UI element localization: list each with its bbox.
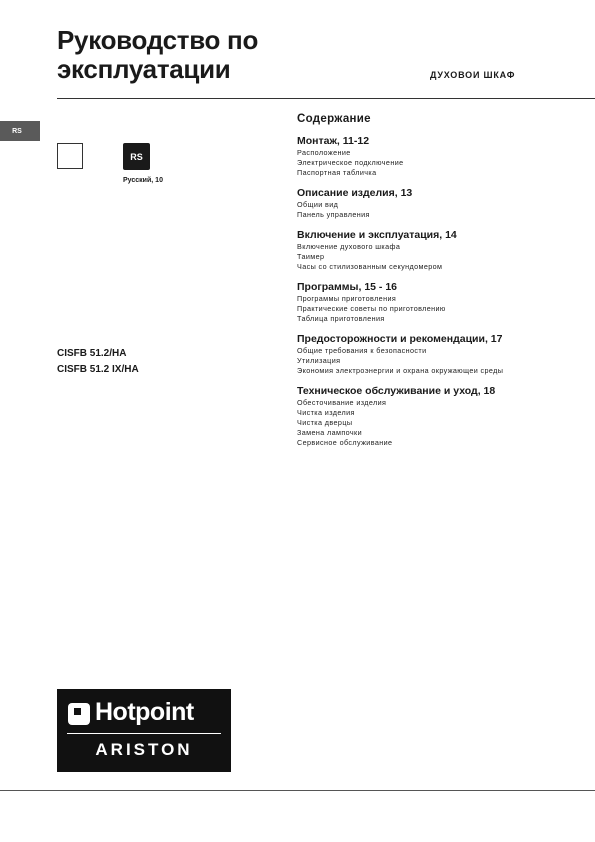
language-box-rs[interactable]: RS xyxy=(123,143,150,170)
logo-brand-text: Hotpoint xyxy=(95,698,194,726)
toc-section-title[interactable]: Монтаж, 11-12 xyxy=(297,135,370,147)
toc-section-title[interactable]: Программы, 15 - 16 xyxy=(297,281,398,293)
logo-divider xyxy=(67,733,221,734)
toc-heading: Содержание xyxy=(297,113,371,125)
toc-item[interactable]: Экономия электроэнергии и охрана окружающеи среды xyxy=(297,366,504,375)
header-divider xyxy=(57,98,595,99)
toc-item[interactable]: Программы приготовления xyxy=(297,294,397,303)
hotpoint-mark-icon xyxy=(68,703,90,725)
toc-section xyxy=(297,385,587,448)
toc-item[interactable]: Электрическое подключение xyxy=(297,158,404,167)
title-line-1: Руководство по xyxy=(57,25,259,55)
toc-item[interactable]: Таимер xyxy=(297,252,325,261)
toc-section xyxy=(297,135,587,178)
toc-item[interactable]: Обесточивание изделия xyxy=(297,398,387,407)
language-box-empty xyxy=(57,143,83,169)
footer-divider xyxy=(0,790,595,791)
toc-item[interactable]: Общии вид xyxy=(297,200,339,209)
toc-item[interactable]: Часы со стилизованным секундомером xyxy=(297,262,443,271)
toc-section xyxy=(297,187,587,220)
toc-section xyxy=(297,229,587,272)
language-side-tab: RS xyxy=(0,121,40,141)
toc-item[interactable]: Панель управления xyxy=(297,210,370,219)
toc-item[interactable]: Утилизация xyxy=(297,356,341,365)
table-of-contents xyxy=(297,113,587,457)
toc-item[interactable]: Сервисное обслуживание xyxy=(297,438,393,447)
toc-item[interactable]: Паспортная табличка xyxy=(297,168,377,177)
toc-section-title[interactable]: Описание изделия, 13 xyxy=(297,187,413,199)
page-title xyxy=(57,26,258,84)
hotpoint-ariston-logo xyxy=(57,689,231,772)
toc-section-title[interactable]: Техническое обслуживание и уход, 18 xyxy=(297,385,496,397)
language-caption: Русский, 10 xyxy=(123,177,163,184)
toc-section-title[interactable]: Предосторожности и рекомендации, 17 xyxy=(297,333,503,345)
product-type: ДУХОВОИ ШКАФ xyxy=(430,70,516,80)
toc-item[interactable]: Включение духового шкафа xyxy=(297,242,401,251)
toc-section-title[interactable]: Включение и эксплуатация, 14 xyxy=(297,229,457,241)
model-name: CISFB 51.2 IX/HA xyxy=(57,364,139,375)
toc-item[interactable]: Чистка дверцы xyxy=(297,418,353,427)
title-line-2: эксплуатации xyxy=(57,54,231,84)
model-list xyxy=(57,346,139,378)
toc-item[interactable]: Расположение xyxy=(297,148,351,157)
toc-item[interactable]: Общие требования к безопасности xyxy=(297,346,427,355)
toc-item[interactable]: Таблица приготовления xyxy=(297,314,385,323)
toc-section xyxy=(297,281,587,324)
toc-item[interactable]: Замена лампочки xyxy=(297,428,363,437)
toc-section xyxy=(297,333,587,376)
toc-item[interactable]: Чистка изделия xyxy=(297,408,355,417)
model-name: CISFB 51.2/HA xyxy=(57,348,127,359)
toc-item[interactable]: Практические советы по приготовлению xyxy=(297,304,446,313)
logo-sub-text: ARISTON xyxy=(95,740,193,759)
